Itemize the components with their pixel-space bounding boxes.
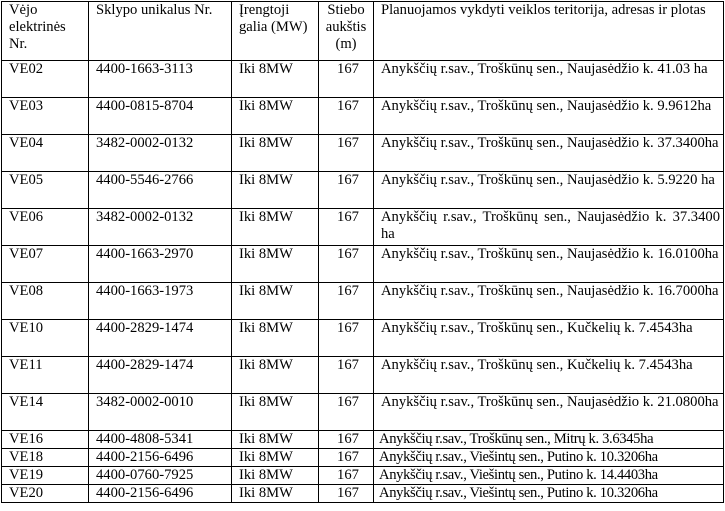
cell-height: 167 <box>319 61 374 98</box>
table-row <box>2 320 724 357</box>
cell-capacity: Iki 8MW <box>232 61 319 98</box>
table-row <box>2 449 724 467</box>
cell-capacity: Iki 8MW <box>232 449 319 467</box>
cell-turbine: VE05 <box>2 172 89 209</box>
cell-capacity: Iki 8MW <box>232 485 319 503</box>
cell-capacity: Iki 8MW <box>232 357 319 394</box>
cell-turbine: VE03 <box>2 98 89 135</box>
cell-capacity: Iki 8MW <box>232 431 319 449</box>
cell-capacity: Iki 8MW <box>232 394 319 431</box>
cell-turbine: VE19 <box>2 467 89 485</box>
cell-address: Anykščių r.sav., Troškūnų sen., Naujasėdžio k. 5.9220 ha <box>374 172 724 209</box>
table-row <box>2 61 724 98</box>
cell-capacity: Iki 8MW <box>232 98 319 135</box>
cell-plot: 3482-0002-0132 <box>89 209 232 246</box>
cell-plot: 4400-4808-5341 <box>89 431 232 449</box>
table-row <box>2 431 724 449</box>
cell-plot: 4400-1663-2970 <box>89 246 232 283</box>
cell-plot: 4400-2829-1474 <box>89 320 232 357</box>
cell-plot: 3482-0002-0010 <box>89 394 232 431</box>
table-row <box>2 394 724 431</box>
cell-plot: 4400-0815-8704 <box>89 98 232 135</box>
cell-address: Anykščių r.sav., Troškūnų sen., Naujasėdžio k. 37.3400 ha <box>374 209 724 246</box>
cell-address: Anykščių r.sav., Viešintų sen., Putino k. 14.4403ha <box>374 467 724 485</box>
cell-address: Anykščių r.sav., Viešintų sen., Putino k. 10.3206ha <box>374 485 724 503</box>
cell-turbine: VE18 <box>2 449 89 467</box>
table-row <box>2 135 724 172</box>
table-row <box>2 98 724 135</box>
table-row <box>2 246 724 283</box>
cell-turbine: VE20 <box>2 485 89 503</box>
cell-address: Anykščių r.sav., Troškūnų sen., Naujasėdžio k. 16.0100ha <box>374 246 724 283</box>
cell-capacity: Iki 8MW <box>232 135 319 172</box>
header-plot: Sklypo unikalus Nr. <box>89 2 232 61</box>
table-row <box>2 467 724 485</box>
cell-turbine: VE11 <box>2 357 89 394</box>
table-row <box>2 209 724 246</box>
cell-height: 167 <box>319 172 374 209</box>
cell-turbine: VE16 <box>2 431 89 449</box>
cell-height: 167 <box>319 431 374 449</box>
cell-turbine: VE04 <box>2 135 89 172</box>
cell-height: 167 <box>319 209 374 246</box>
table-row <box>2 283 724 320</box>
cell-address: Anykščių r.sav., Troškūnų sen., Naujasėdžio k. 9.9612ha <box>374 98 724 135</box>
cell-height: 167 <box>319 394 374 431</box>
wind-turbine-table <box>1 1 724 503</box>
cell-plot: 4400-2156-6496 <box>89 449 232 467</box>
cell-address: Anykščių r.sav., Troškūnų sen., Kučkelių k. 7.4543ha <box>374 357 724 394</box>
cell-plot: 4400-2156-6496 <box>89 485 232 503</box>
cell-address: Anykščių r.sav., Troškūnų sen., Naujasėdžio k. 16.7000ha <box>374 283 724 320</box>
cell-address: Anykščių r.sav., Troškūnų sen., Naujasėdžio k. 37.3400ha <box>374 135 724 172</box>
cell-height: 167 <box>319 320 374 357</box>
header-turbine: Vėjo elektrinės Nr. <box>2 2 89 61</box>
cell-address: Anykščių r.sav., Viešintų sen., Putino k. 10.3206ha <box>374 449 724 467</box>
table-body <box>2 61 724 503</box>
cell-height: 167 <box>319 98 374 135</box>
cell-turbine: VE10 <box>2 320 89 357</box>
cell-address: Anykščių r.sav., Troškūnų sen., Naujasėdžio k. 41.03 ha <box>374 61 724 98</box>
cell-height: 167 <box>319 246 374 283</box>
cell-address: Anykščių r.sav., Troškūnų sen., Kučkelių k. 7.4543ha <box>374 320 724 357</box>
cell-height: 167 <box>319 467 374 485</box>
cell-plot: 4400-0760-7925 <box>89 467 232 485</box>
table-row <box>2 172 724 209</box>
cell-height: 167 <box>319 283 374 320</box>
cell-height: 167 <box>319 485 374 503</box>
header-address: Planuojamos vykdyti veiklos teritorija, adresas ir plotas <box>374 2 724 61</box>
cell-capacity: Iki 8MW <box>232 246 319 283</box>
table-row <box>2 357 724 394</box>
cell-capacity: Iki 8MW <box>232 209 319 246</box>
cell-capacity: Iki 8MW <box>232 467 319 485</box>
header-height: Stiebo aukštis (m) <box>319 2 374 61</box>
cell-turbine: VE14 <box>2 394 89 431</box>
cell-plot: 4400-1663-3113 <box>89 61 232 98</box>
header-row <box>2 2 724 61</box>
cell-turbine: VE08 <box>2 283 89 320</box>
cell-capacity: Iki 8MW <box>232 283 319 320</box>
cell-turbine: VE07 <box>2 246 89 283</box>
cell-turbine: VE06 <box>2 209 89 246</box>
cell-height: 167 <box>319 449 374 467</box>
table-row <box>2 485 724 503</box>
cell-plot: 4400-1663-1973 <box>89 283 232 320</box>
cell-capacity: Iki 8MW <box>232 172 319 209</box>
cell-height: 167 <box>319 135 374 172</box>
cell-plot: 3482-0002-0132 <box>89 135 232 172</box>
cell-capacity: Iki 8MW <box>232 320 319 357</box>
cell-turbine: VE02 <box>2 61 89 98</box>
cell-plot: 4400-5546-2766 <box>89 172 232 209</box>
cell-plot: 4400-2829-1474 <box>89 357 232 394</box>
header-capacity: Įrengtoji galia (MW) <box>232 2 319 61</box>
cell-height: 167 <box>319 357 374 394</box>
cell-address: Anykščių r.sav., Troškūnų sen., Naujasėdžio k. 21.0800ha <box>374 394 724 431</box>
cell-address: Anykščių r.sav., Troškūnų sen., Mitrų k. 3.6345ha <box>374 431 724 449</box>
